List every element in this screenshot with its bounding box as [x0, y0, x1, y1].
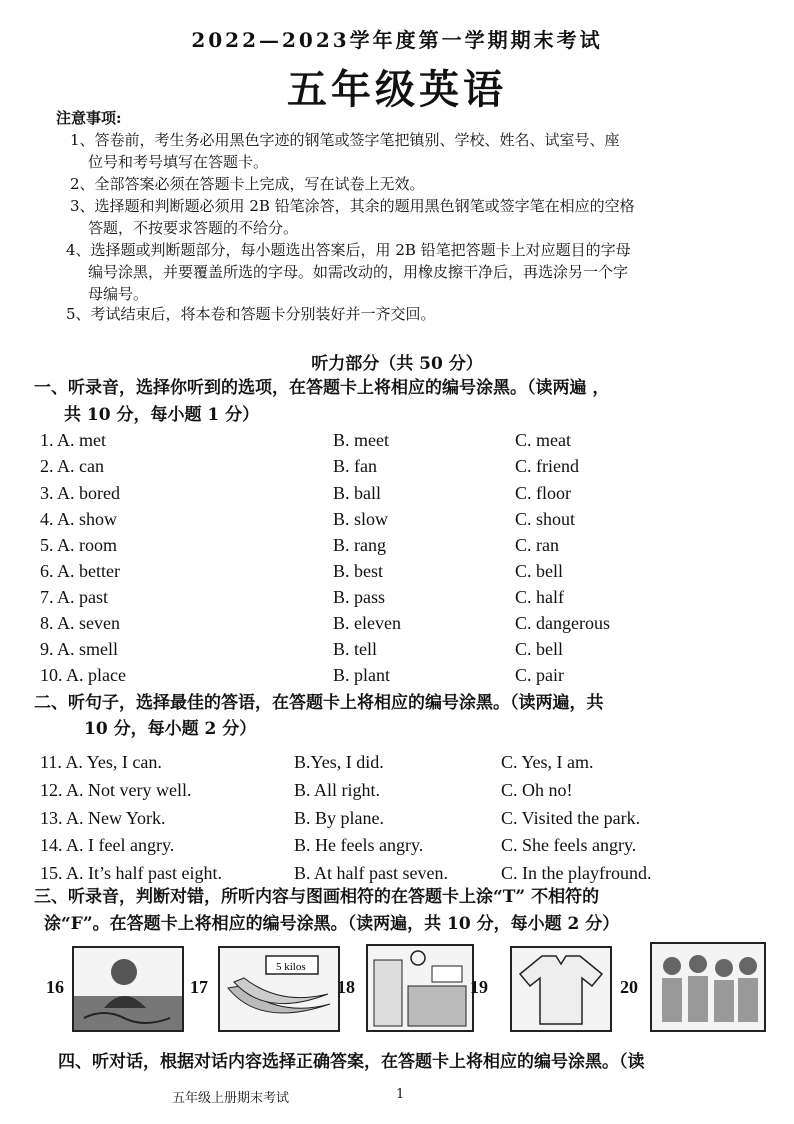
q14-option-b: B. He feels angry. [294, 835, 424, 855]
q8-option-a: 8. A. seven [40, 613, 120, 633]
shirt-icon [512, 948, 610, 1030]
section-4-title-line-1: 四、听对话，根据对话内容选择正确答案，在答题卡上将相应的编号涂黑。（读 [58, 1052, 645, 1072]
note-4-line-1: 4、选择题或判断题部分，每小题选出答案后，用 2B 铅笔把答题卡上对应题目的字母 [66, 241, 631, 259]
picture-17-number: 17 [190, 977, 208, 997]
section-3-title-line-1: 三、听录音，判断对错，所听内容与图画相符的在答题卡上涂“T” 不相符的 [34, 887, 600, 907]
section-1-title-line-2: 共 10 分，每小题 1 分） [64, 405, 260, 425]
kitchen-icon [368, 946, 472, 1030]
q1-option-a: 1. A. met [40, 430, 106, 450]
picture-20-children [650, 942, 766, 1032]
picture-18-number: 18 [337, 977, 355, 997]
q6-option-a: 6. A. better [40, 561, 120, 581]
q9-option-b: B. tell [333, 639, 377, 659]
q2-option-c: C. friend [515, 456, 579, 476]
q15-option-c: C. In the playfround. [501, 863, 652, 883]
q10-option-a: 10. A. place [40, 665, 126, 685]
q10-option-b: B. plant [333, 665, 390, 685]
q12-option-c: C. Oh no! [501, 780, 573, 800]
section-2-title-line-2: 10 分，每小题 2 分） [84, 719, 257, 739]
q3-option-b: B. ball [333, 483, 381, 503]
q13-option-a: 13. A. New York. [40, 808, 166, 828]
q13-option-b: B. By plane. [294, 808, 384, 828]
q5-option-c: C. ran [515, 535, 559, 555]
scale-label: 5 kilos [276, 961, 306, 973]
note-3-line-1: 3、选择题和判断题必须用 2B 铅笔涂答，其余的题用黑色钢笔或签字笔在相应的空格 [70, 197, 635, 215]
bananas-icon [220, 948, 338, 1030]
note-4-line-2: 编号涂黑，并要覆盖所选的字母。如需改动的，用橡皮擦干净后，再选涂另一个字 [88, 263, 629, 281]
q6-option-c: C. bell [515, 561, 563, 581]
note-1-line-1: 1、答卷前，考生务必用黑色字迹的钢笔或签字笔把镇别、学校、姓名、试室号、座 [70, 131, 620, 149]
q2-option-b: B. fan [333, 456, 377, 476]
picture-16-boy-in-water [72, 946, 184, 1032]
q7-option-b: B. pass [333, 587, 386, 607]
exam-title: 2022—2023学年度第一学期期末考试 [191, 28, 603, 52]
q1-option-b: B. meet [333, 430, 389, 450]
q12-option-b: B. All right. [294, 780, 381, 800]
q4-option-c: C. shout [515, 509, 576, 529]
q7-option-c: C. half [515, 587, 564, 607]
q9-option-c: C. bell [515, 639, 563, 659]
q9-option-a: 9. A. smell [40, 639, 119, 659]
q10-option-c: C. pair [515, 665, 564, 685]
section-2-title-line-1: 二、听句子，选择最佳的答语，在答题卡上将相应的编号涂黑。（读两遍，共 [34, 693, 604, 713]
q8-option-c: C. dangerous [515, 613, 610, 633]
q5-option-b: B. rang [333, 535, 386, 555]
footer-exam-name: 五年级上册期末考试 [172, 1091, 290, 1106]
children-group-icon [652, 944, 764, 1030]
q8-option-b: B. eleven [333, 613, 401, 633]
subject-title: 五年级英语 [287, 66, 507, 113]
note-2: 2、全部答案必须在答题卡上完成，写在试卷上无效。 [70, 175, 425, 193]
q7-option-a: 7. A. past [40, 587, 109, 607]
page-number: 1 [396, 1087, 405, 1102]
q6-option-b: B. best [333, 561, 384, 581]
q4-option-a: 4. A. show [40, 509, 118, 529]
section-1-title-line-1: 一、听录音，选择你听到的选项，在答题卡上将相应的编号涂黑。（读两遍 ， [34, 378, 610, 398]
q2-option-a: 2. A. can [40, 456, 104, 476]
q12-option-a: 12. A. Not very well. [40, 780, 192, 800]
q11-option-c: C. Yes, I am. [501, 752, 594, 772]
picture-16-number: 16 [46, 977, 64, 997]
q13-option-c: C. Visited the park. [501, 808, 641, 828]
listening-part-title: 听力部分（共 50 分） [311, 354, 483, 374]
picture-19-shirt [510, 946, 612, 1032]
q5-option-a: 5. A. room [40, 535, 118, 555]
boy-swimming-icon [74, 948, 182, 1030]
q15-option-a: 15. A. It’s half past eight. [40, 863, 222, 883]
notes-heading: 注意事项: [56, 109, 122, 127]
picture-17-bananas [218, 946, 340, 1032]
q11-option-b: B.Yes, I did. [294, 752, 384, 772]
note-4-line-3: 母编号。 [88, 285, 149, 303]
q15-option-b: B. At half past seven. [294, 863, 448, 883]
note-1-line-2: 位号和考号填写在答题卡。 [88, 153, 269, 171]
q14-option-a: 14. A. I feel angry. [40, 835, 175, 855]
picture-18-kitchen [366, 944, 474, 1032]
q4-option-b: B. slow [333, 509, 389, 529]
note-5: 5、考试结束后，将本卷和答题卡分别装好并一齐交回。 [66, 305, 436, 323]
section-3-title-line-2: 涂“F”。在答题卡上将相应的编号涂黑。（读两遍，共 10 分，每小题 2 分） [44, 914, 620, 934]
q1-option-c: C. meat [515, 430, 571, 450]
q3-option-a: 3. A. bored [40, 483, 120, 503]
note-3-line-2: 答题，不按要求答题的不给分。 [88, 219, 299, 237]
picture-20-number: 20 [620, 977, 638, 997]
q14-option-c: C. She feels angry. [501, 835, 637, 855]
q3-option-c: C. floor [515, 483, 571, 503]
picture-19-number: 19 [470, 977, 488, 997]
q11-option-a: 11. A. Yes, I can. [40, 752, 162, 772]
